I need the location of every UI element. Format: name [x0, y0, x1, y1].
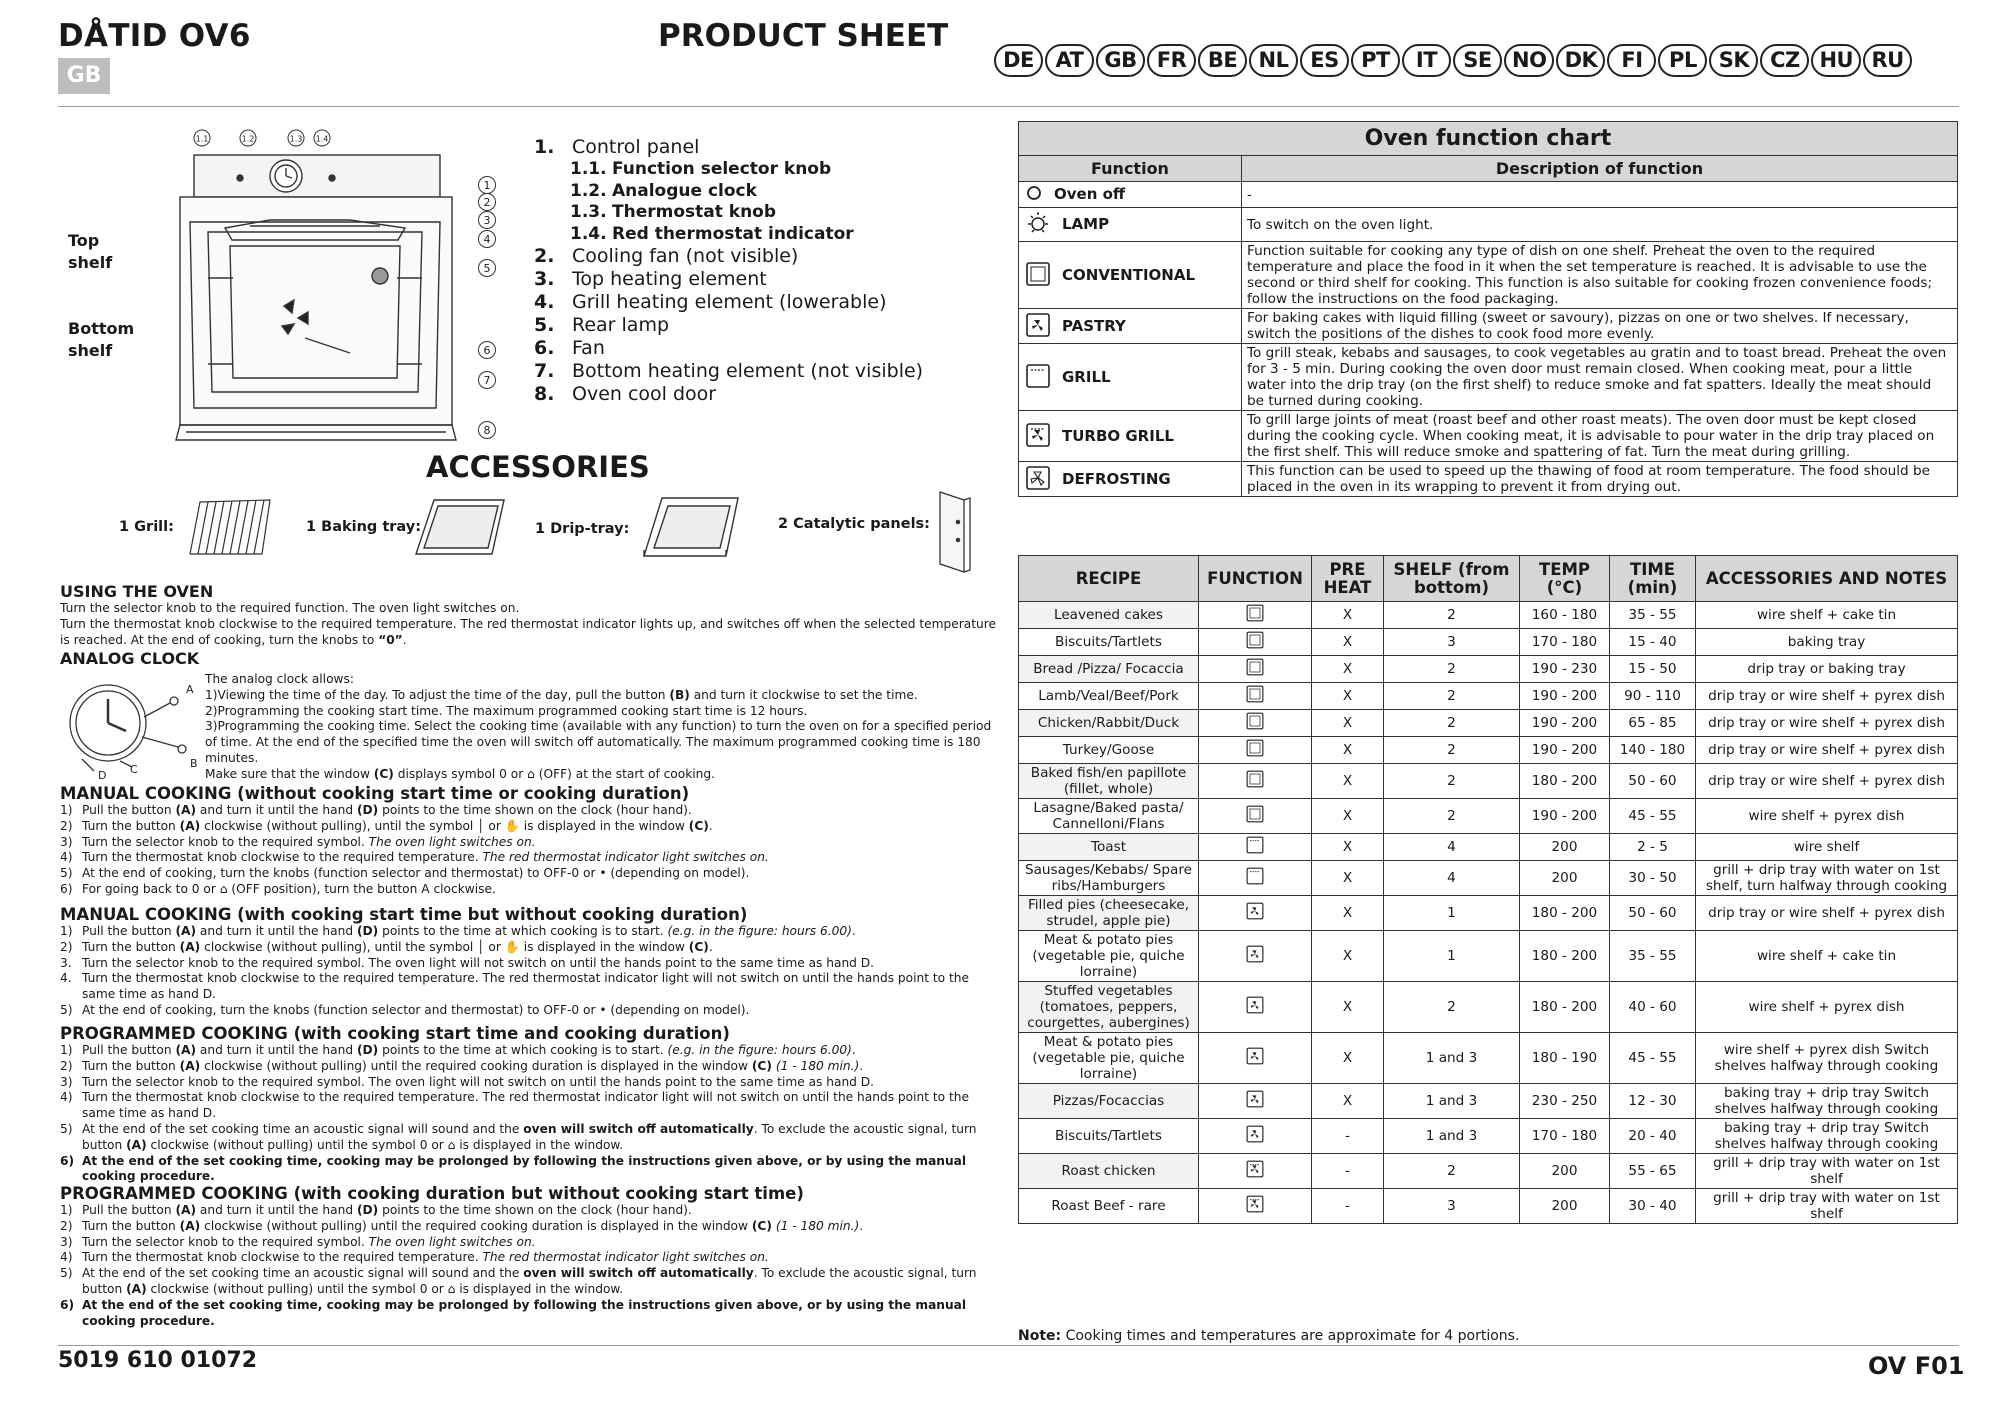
shelf-cell: 2 — [1384, 799, 1520, 834]
function-row — [1019, 309, 1958, 344]
language-pl[interactable]: PL — [1658, 44, 1707, 77]
col-preheat: PRE HEAT — [1312, 556, 1384, 602]
clock-label-a: A — [186, 683, 194, 696]
recipe-table — [1018, 555, 1958, 1224]
function-description: To grill large joints of meat (roast beef and other roast meats). The oven door must be kept closed during the cooking cycle. When cooking meat, it is advisable to pour water in the drip tray placed on the first shelf. This will reduce smoke and spattering of fat. Turn the meat during grilling. — [1242, 411, 1958, 462]
language-es[interactable]: ES — [1300, 44, 1349, 77]
function-name: Oven off — [1054, 185, 1126, 203]
language-badge: GB — [58, 58, 110, 94]
model-code: OV F01 — [1868, 1352, 1965, 1380]
language-de[interactable]: DE — [994, 44, 1043, 77]
accessories-cell: wire shelf + cake tin — [1696, 931, 1958, 982]
section-title: ANALOG CLOCK — [60, 649, 200, 668]
programmed-cooking-section: PROGRAMMED COOKING (with cooking start time and cooking duration) 1) Pull the button (A) and turn it until the hand (D) points to the time at which cooking is to start. (e.g. in the figure: hours 6.00). 2) Turn the button (A) clockwise (without pulling) until the required cooking duration is displayed in the window (C) (1 - 180 min.). 3) Turn the selector knob to the required symbol. The oven light will not switch on until the hands point to the same time as hand D. 4) Turn the thermostat knob clockwise to the required temperature. The red thermostat indicator light will not switch on until the hands point to the same time as hand D. 5) At the end of the set cooking time an acoustic signal will sound and the oven will switch off automatically. To exclude the acoustic signal, turn button (A) clockwise (without pulling) until the symbol 0 or ⌂ is displayed in the window. 6) At the end of the set cooking time, cooking may be prolonged by following the instructions given above, or by using the manual cooking procedure. — [60, 1024, 1000, 1185]
function-cell — [1199, 629, 1312, 656]
language-no[interactable]: NO — [1504, 44, 1554, 77]
off-icon — [1024, 183, 1044, 206]
time-cell: 50 - 60 — [1610, 896, 1696, 931]
preheat-cell: - — [1312, 1189, 1384, 1224]
preheat-cell: X — [1312, 764, 1384, 799]
lamp-icon — [1024, 209, 1052, 240]
function-name: PASTRY — [1062, 316, 1126, 335]
section-title: PROGRAMMED COOKING (with cooking duration but without cooking start time) — [60, 1184, 804, 1203]
col-recipe: RECIPE — [1019, 556, 1199, 602]
temp-cell: 180 - 200 — [1520, 931, 1610, 982]
accessories-cell: baking tray + drip tray Switch shelves halfway through cooking — [1696, 1119, 1958, 1154]
temp-cell: 200 — [1520, 1189, 1610, 1224]
recipe-cell: Leavened cakes — [1019, 602, 1199, 629]
accessories-cell: wire shelf + pyrex dish — [1696, 799, 1958, 834]
shelf-cell: 2 — [1384, 656, 1520, 683]
preheat-cell: X — [1312, 737, 1384, 764]
part-subitem: 1.3. Thermostat knob — [570, 202, 777, 222]
temp-cell: 160 - 180 — [1520, 602, 1610, 629]
temp-cell: 180 - 200 — [1520, 896, 1610, 931]
diagram-label: 1 — [483, 179, 491, 192]
section-title: MANUAL COOKING (without cooking start time or cooking duration) — [60, 784, 690, 803]
part-item: 3. Top heating element — [534, 268, 767, 290]
table-row — [1019, 931, 1958, 982]
recipe-cell: Chicken/Rabbit/Duck — [1019, 710, 1199, 737]
header-rule — [58, 106, 1959, 107]
preheat-cell: X — [1312, 1084, 1384, 1119]
temp-cell: 190 - 200 — [1520, 710, 1610, 737]
shelf-cell: 1 and 3 — [1384, 1084, 1520, 1119]
shelf-cell: 2 — [1384, 764, 1520, 799]
preheat-cell: X — [1312, 861, 1384, 896]
table-row — [1019, 834, 1958, 861]
paragraph: Turn the thermostat knob clockwise to the required temperature. The red thermostat indicator lights up, and switches off when the selected temperature is reached. At the end of cooking, turn the knobs to “0”. — [60, 616, 996, 647]
accessories-cell: wire shelf + pyrex dish — [1696, 982, 1958, 1033]
temp-cell: 200 — [1520, 861, 1610, 896]
table-row — [1019, 1084, 1958, 1119]
section-title: PROGRAMMED COOKING (with cooking start time and cooking duration) — [60, 1024, 730, 1043]
time-cell: 12 - 30 — [1610, 1084, 1696, 1119]
language-cz[interactable]: CZ — [1760, 44, 1809, 77]
part-item: 1. Control panel — [534, 136, 700, 158]
function-row — [1019, 462, 1958, 497]
function-description: To switch on the oven light. — [1242, 208, 1958, 242]
conventional-icon — [1245, 665, 1265, 681]
accessories-cell: grill + drip tray with water on 1st shelf — [1696, 1154, 1958, 1189]
part-item: 4. Grill heating element (lowerable) — [534, 291, 887, 313]
preheat-cell: X — [1312, 602, 1384, 629]
preheat-cell: X — [1312, 683, 1384, 710]
function-description: Function suitable for cooking any type of dish on one shelf. Preheat the oven to the required temperature and place the food in it when the set temperature is reached. It is advisable to use the second or third shelf for cooking. This function is also suitable for cooking frozen convenience foods; follow the instructions on the food packaging. — [1242, 242, 1958, 309]
drip-tray-image — [640, 494, 744, 562]
off-symbol-icon: ⌂ — [527, 766, 535, 781]
diagram-label: 1.3 — [289, 134, 303, 144]
off-symbol-icon: ⌂ — [219, 881, 228, 896]
function-row — [1019, 182, 1958, 208]
footer-rule — [58, 1345, 1959, 1346]
shelf-cell: 2 — [1384, 602, 1520, 629]
function-cell — [1199, 834, 1312, 861]
accessories-title: ACCESSORIES — [426, 450, 650, 484]
accessories-cell: drip tray or wire shelf + pyrex dish — [1696, 764, 1958, 799]
table-row — [1019, 799, 1958, 834]
col-function: FUNCTION — [1199, 556, 1312, 602]
shelf-cell: 4 — [1384, 834, 1520, 861]
time-cell: 30 - 50 — [1610, 861, 1696, 896]
part-item: 2. Cooling fan (not visible) — [534, 245, 799, 267]
language-dk[interactable]: DK — [1556, 44, 1605, 77]
preheat-cell: X — [1312, 896, 1384, 931]
function-cell — [1199, 1084, 1312, 1119]
time-cell: 140 - 180 — [1610, 737, 1696, 764]
shelf-cell: 2 — [1384, 982, 1520, 1033]
table-row — [1019, 737, 1958, 764]
col-accessories: ACCESSORIES AND NOTES — [1696, 556, 1958, 602]
conventional-icon — [1245, 812, 1265, 828]
function-row — [1019, 344, 1958, 411]
preheat-cell: X — [1312, 1033, 1384, 1084]
diagram-label: 3 — [483, 214, 491, 227]
time-cell: 35 - 55 — [1610, 602, 1696, 629]
function-cell — [1199, 799, 1312, 834]
clock-label-b: B — [190, 757, 198, 770]
grill-icon — [1024, 362, 1052, 393]
recipe-cell: Lasagne/Baked pasta/ Cannelloni/Flans — [1019, 799, 1199, 834]
table-row — [1019, 629, 1958, 656]
shelf-cell: 2 — [1384, 710, 1520, 737]
shelf-cell: 1 and 3 — [1384, 1033, 1520, 1084]
function-cell — [1199, 1033, 1312, 1084]
accessories-cell: baking tray + drip tray Switch shelves halfway through cooking — [1696, 1084, 1958, 1119]
diagram-label: 1.4 — [315, 134, 329, 144]
time-cell: 45 - 55 — [1610, 1033, 1696, 1084]
shelf-cell: 2 — [1384, 683, 1520, 710]
table-row — [1019, 896, 1958, 931]
time-cell: 15 - 50 — [1610, 656, 1696, 683]
catalytic-panel-image — [930, 488, 976, 576]
time-cell: 45 - 55 — [1610, 799, 1696, 834]
off-symbol-icon: ⌂ — [447, 1137, 456, 1152]
language-sk[interactable]: SK — [1709, 44, 1758, 77]
language-fr[interactable]: FR — [1147, 44, 1196, 77]
language-list — [994, 44, 1912, 77]
pastry-icon — [1245, 1132, 1265, 1148]
diagram-label: 6 — [483, 344, 491, 357]
recipe-cell: Biscuits/Tartlets — [1019, 1119, 1199, 1154]
function-name: CONVENTIONAL — [1062, 265, 1196, 284]
preheat-cell: X — [1312, 931, 1384, 982]
recipe-cell: Sausages/Kebabs/ Spare ribs/Hamburgers — [1019, 861, 1199, 896]
accessories-cell: grill + drip tray with water on 1st shelf, turn halfway through cooking — [1696, 861, 1958, 896]
recipe-cell: Pizzas/Focaccias — [1019, 1084, 1199, 1119]
language-at[interactable]: AT — [1045, 44, 1094, 77]
accessories-cell: wire shelf + cake tin — [1696, 602, 1958, 629]
function-description: For baking cakes with liquid filling (sweet or savoury), pizzas on one or two shelves. If necessary, switch the positions of the dishes to cook food more evenly. — [1242, 309, 1958, 344]
part-item: 8. Oven cool door — [534, 383, 717, 405]
preheat-cell: X — [1312, 656, 1384, 683]
function-cell — [1199, 764, 1312, 799]
language-gb[interactable]: GB — [1096, 44, 1145, 77]
language-ru[interactable]: RU — [1863, 44, 1912, 77]
function-name: LAMP — [1062, 215, 1110, 233]
function-name: TURBO GRILL — [1062, 426, 1174, 445]
col-function: Function — [1019, 156, 1242, 182]
defrost-icon — [1024, 464, 1052, 495]
recipe-cell: Turkey/Goose — [1019, 737, 1199, 764]
recipe-cell: Meat & potato pies (vegetable pie, quiche lorraine) — [1019, 931, 1199, 982]
preheat-cell: X — [1312, 710, 1384, 737]
table-row — [1019, 861, 1958, 896]
accessories-cell: baking tray — [1696, 629, 1958, 656]
recipe-cell: Baked fish/en papillote (fillet, whole) — [1019, 764, 1199, 799]
conventional-icon — [1245, 777, 1265, 793]
table-row — [1019, 1033, 1958, 1084]
conventional-icon — [1245, 746, 1265, 762]
language-hu[interactable]: HU — [1811, 44, 1861, 77]
recipe-cell: Roast chicken — [1019, 1154, 1199, 1189]
recipe-cell: Biscuits/Tartlets — [1019, 629, 1199, 656]
part-item: 6. Fan — [534, 337, 605, 359]
pastry-icon — [1245, 909, 1265, 925]
temp-cell: 190 - 200 — [1520, 799, 1610, 834]
function-cell — [1199, 1119, 1312, 1154]
time-cell: 15 - 40 — [1610, 629, 1696, 656]
accessories-cell: wire shelf — [1696, 834, 1958, 861]
sheet-title: PRODUCT SHEET — [658, 18, 949, 54]
diagram-label: 8 — [483, 424, 491, 437]
function-cell — [1199, 737, 1312, 764]
shelf-cell: 1 — [1384, 896, 1520, 931]
recipe-cell: Lamb/Veal/Beef/Pork — [1019, 683, 1199, 710]
preheat-cell: X — [1312, 834, 1384, 861]
table-row — [1019, 982, 1958, 1033]
manual-cooking-section: MANUAL COOKING (without cooking start time or cooking duration) 1) Pull the button (A) and turn it until the hand (D) points to the time shown on the clock (hour hand). 2) Turn the button (A) clockwise (without pulling), until the symbol │ or ✋ is displayed in the window (C). 3) Turn the selector knob to the required symbol. The oven light switches on. 4) Turn the thermostat knob clockwise to the required temperature. The red thermostat indicator light switches on. 5) At the end of cooking, turn the knobs (function selector and thermostat) to OFF-0 or • (depending on model). 6) For going back to 0 or ⌂ (OFF position), turn the button A clockwise. — [60, 784, 1000, 898]
section-title: USING THE OVEN — [60, 582, 214, 601]
preheat-cell: - — [1312, 1119, 1384, 1154]
part-subitem: 1.4. Red thermostat indicator — [570, 223, 854, 244]
accessories-cell: drip tray or wire shelf + pyrex dish — [1696, 896, 1958, 931]
function-description: This function can be used to speed up the thawing of food at room temperature. The food should be placed in the oven in its wrapping to prevent it from drying out. — [1242, 462, 1958, 497]
diagram-label: 7 — [483, 374, 491, 387]
preheat-cell: - — [1312, 1154, 1384, 1189]
diagram-label: 1.2 — [241, 134, 255, 144]
accessories-cell: drip tray or wire shelf + pyrex dish — [1696, 710, 1958, 737]
time-cell: 40 - 60 — [1610, 982, 1696, 1033]
language-fi[interactable]: FI — [1607, 44, 1656, 77]
chart-caption: Oven function chart — [1019, 122, 1958, 156]
temp-cell: 190 - 230 — [1520, 656, 1610, 683]
recipe-cell: Toast — [1019, 834, 1199, 861]
section-title: MANUAL COOKING (with cooking start time but without cooking duration) — [60, 905, 748, 924]
diagram-label: 2 — [483, 196, 491, 209]
hand-icon: ✋ — [504, 818, 520, 833]
time-cell: 2 - 5 — [1610, 834, 1696, 861]
table-row — [1019, 683, 1958, 710]
function-cell — [1199, 861, 1312, 896]
conventional-icon — [1024, 260, 1052, 291]
note: Note: Cooking times and temperatures are approximate for 4 portions. — [1018, 1328, 1520, 1344]
grill-image — [186, 496, 276, 558]
preheat-cell: X — [1312, 629, 1384, 656]
function-cell — [1199, 602, 1312, 629]
clock-label-c: C — [130, 763, 138, 776]
temp-cell: 190 - 200 — [1520, 737, 1610, 764]
shelf-cell: 2 — [1384, 737, 1520, 764]
temp-cell: 200 — [1520, 1154, 1610, 1189]
document-code: 5019 610 01072 — [58, 1348, 258, 1373]
bottom-shelf-label: Bottom shelf — [68, 319, 135, 360]
function-name: GRILL — [1062, 367, 1111, 386]
part-item: 7. Bottom heating element (not visible) — [534, 360, 924, 382]
function-name: DEFROSTING — [1062, 469, 1171, 488]
time-cell: 20 - 40 — [1610, 1119, 1696, 1154]
conventional-icon — [1245, 692, 1265, 708]
language-pt[interactable]: PT — [1351, 44, 1400, 77]
paragraph: Turn the selector knob to the required function. The oven light switches on. — [60, 601, 520, 615]
accessories-cell: drip tray or wire shelf + pyrex dish — [1696, 737, 1958, 764]
pastry-icon — [1245, 1097, 1265, 1113]
temp-cell: 230 - 250 — [1520, 1084, 1610, 1119]
preheat-cell: X — [1312, 982, 1384, 1033]
function-cell — [1199, 683, 1312, 710]
temp-cell: 170 - 180 — [1520, 1119, 1610, 1154]
table-row — [1019, 1119, 1958, 1154]
language-it[interactable]: IT — [1402, 44, 1451, 77]
col-shelf: SHELF (from bottom) — [1384, 556, 1520, 602]
function-row — [1019, 411, 1958, 462]
time-cell: 50 - 60 — [1610, 764, 1696, 799]
diagram-label: 1.1 — [195, 134, 209, 144]
drip-tray-label: 1 Drip-tray: — [535, 521, 630, 537]
language-nl[interactable]: NL — [1249, 44, 1298, 77]
table-row — [1019, 710, 1958, 737]
baking-tray-label: 1 Baking tray: — [306, 519, 422, 535]
language-se[interactable]: SE — [1453, 44, 1502, 77]
temp-cell: 170 - 180 — [1520, 629, 1610, 656]
function-cell — [1199, 896, 1312, 931]
time-cell: 65 - 85 — [1610, 710, 1696, 737]
function-cell — [1199, 656, 1312, 683]
pastry-icon — [1245, 952, 1265, 968]
function-cell — [1199, 931, 1312, 982]
shelf-cell: 3 — [1384, 1189, 1520, 1224]
preheat-cell: X — [1312, 799, 1384, 834]
shelf-cell: 1 and 3 — [1384, 1119, 1520, 1154]
recipe-cell: Meat & potato pies (vegetable pie, quiche lorraine) — [1019, 1033, 1199, 1084]
temp-cell: 200 — [1520, 834, 1610, 861]
recipe-cell: Stuffed vegetables (tomatoes, peppers, courgettes, aubergines) — [1019, 982, 1199, 1033]
table-row — [1019, 602, 1958, 629]
temp-cell: 180 - 200 — [1520, 764, 1610, 799]
function-description: - — [1242, 182, 1958, 208]
pastry-icon — [1024, 311, 1052, 342]
col-temp: TEMP (°C) — [1520, 556, 1610, 602]
top-shelf-label: Top shelf — [68, 231, 113, 272]
clock-label-d: D — [98, 769, 107, 781]
function-cell — [1199, 710, 1312, 737]
part-item: 5. Rear lamp — [534, 314, 670, 336]
turbo-grill-icon — [1245, 1167, 1265, 1183]
clock-text: The analog clock allows: 1)Viewing the time of the day. To adjust the time of the day, pull the button (B) and turn it clockwise to set the time. 2)Programming the cooking start time. The maximum programmed cooking start time is 12 hours. 3)Programming the cooking time. Select the cooking time (available with any function) to turn the oven on for a specified period of time. At the end of the specified time the oven will switch off automatically. The maximum programmed cooking time is 180 minutes. Make sure that the window (C) displays symbol 0 or ⌂ (OFF) at the start of cooking. — [205, 672, 992, 781]
col-time: TIME (min) — [1610, 556, 1696, 602]
pastry-icon — [1245, 1003, 1265, 1019]
function-description: To grill steak, kebabs and sausages, to cook vegetables au gratin and to toast bread. Preheat the oven for 3 - 5 min. During cooking the oven door must remain closed. When cooking meat, pour a little water into the drip tray (on the first shelf) to reduce smoke and fat spatters. Ideally the meat should be turned during cooking. — [1242, 344, 1958, 411]
recipe-cell: Filled pies (cheesecake, strudel, apple pie) — [1019, 896, 1199, 931]
diagram-label: 5 — [483, 262, 491, 275]
clock-figure — [60, 671, 210, 781]
conventional-icon — [1245, 719, 1265, 735]
grill-label: 1 Grill: — [119, 519, 174, 535]
shelf-cell: 4 — [1384, 861, 1520, 896]
table-row — [1019, 764, 1958, 799]
temp-cell: 190 - 200 — [1520, 683, 1610, 710]
function-cell — [1199, 1154, 1312, 1189]
temp-cell: 180 - 190 — [1520, 1033, 1610, 1084]
baking-tray-image — [412, 496, 510, 560]
grill-icon — [1245, 843, 1265, 859]
function-row — [1019, 208, 1958, 242]
function-cell — [1199, 1189, 1312, 1224]
using-oven-section — [60, 583, 1000, 648]
col-description: Description of function — [1242, 156, 1958, 182]
shelf-cell: 2 — [1384, 1154, 1520, 1189]
time-cell: 35 - 55 — [1610, 931, 1696, 982]
table-row — [1019, 1154, 1958, 1189]
parts-list — [534, 136, 923, 406]
pastry-icon — [1245, 1054, 1265, 1070]
language-be[interactable]: BE — [1198, 44, 1247, 77]
turbo-grill-icon — [1024, 421, 1052, 452]
time-cell: 90 - 110 — [1610, 683, 1696, 710]
accessories-cell: drip tray or wire shelf + pyrex dish — [1696, 683, 1958, 710]
off-symbol-icon: ⌂ — [447, 1281, 456, 1296]
programmed-duration-section: PROGRAMMED COOKING (with cooking duration but without cooking start time) 1) Pull the button (A) and turn it until the hand (D) points to the time shown on the clock (hour hand). 2) Turn the button (A) clockwise (without pulling) until the required cooking duration is displayed in the window (C) (1 - 180 min.). 3) Turn the selector knob to the required symbol. The oven light switches on. 4) Turn the thermostat knob clockwise to the required temperature. The red thermostat indicator light switches on. 5) At the end of the set cooking time an acoustic signal will sound and the oven will switch off automatically. To exclude the acoustic signal, turn button (A) clockwise (without pulling) until the symbol 0 or ⌂ is displayed in the window. 6) At the end of the set cooking time, cooking may be prolonged by following the instructions given above, or by using the manual cooking procedure. — [60, 1184, 1000, 1329]
diagram-label: 4 — [483, 233, 491, 246]
shelf-cell: 1 — [1384, 931, 1520, 982]
hand-icon: ✋ — [504, 939, 520, 954]
analog-clock-section — [60, 650, 1000, 668]
time-cell: 55 - 65 — [1610, 1154, 1696, 1189]
function-cell — [1199, 982, 1312, 1033]
oven-diagram — [150, 128, 512, 450]
accessories-cell: grill + drip tray with water on 1st shelf — [1696, 1189, 1958, 1224]
catalytic-panels-label: 2 Catalytic panels: — [778, 516, 930, 532]
temp-cell: 180 - 200 — [1520, 982, 1610, 1033]
accessories-cell: drip tray or baking tray — [1696, 656, 1958, 683]
time-cell: 30 - 40 — [1610, 1189, 1696, 1224]
conventional-icon — [1245, 638, 1265, 654]
model-title: DÅTID OV6 — [58, 18, 251, 54]
part-subitem: 1.1. Function selector knob — [570, 159, 832, 179]
turbo-grill-icon — [1245, 1202, 1265, 1218]
recipe-cell: Roast Beef - rare — [1019, 1189, 1199, 1224]
part-subitem: 1.2. Analogue clock — [570, 180, 757, 201]
function-row — [1019, 242, 1958, 309]
grill-icon — [1245, 874, 1265, 890]
table-row — [1019, 1189, 1958, 1224]
conventional-icon — [1245, 611, 1265, 627]
accessories-cell: wire shelf + pyrex dish Switch shelves halfway through cooking — [1696, 1033, 1958, 1084]
shelf-cell: 3 — [1384, 629, 1520, 656]
oven-function-chart — [1018, 121, 1958, 497]
table-row — [1019, 656, 1958, 683]
recipe-cell: Bread /Pizza/ Focaccia — [1019, 656, 1199, 683]
manual-cooking-start-section: MANUAL COOKING (with cooking start time but without cooking duration) 1) Pull the button (A) and turn it until the hand (D) points to the time at which cooking is to start. (e.g. in the figure: hours 6.00). 2) Turn the button (A) clockwise (without pulling), until the symbol │ or ✋ is displayed in the window (C). 3. Turn the selector knob to the required symbol. The oven light will not switch on until the hands point to the same time as hand D. 4. Turn the thermostat knob clockwise to the required temperature. The red thermostat indicator light will not switch on until the hands point to the same time as hand D. 5) At the end of cooking, turn the knobs (function selector and thermostat) to OFF-0 or • (depending on model). — [60, 905, 1000, 1019]
